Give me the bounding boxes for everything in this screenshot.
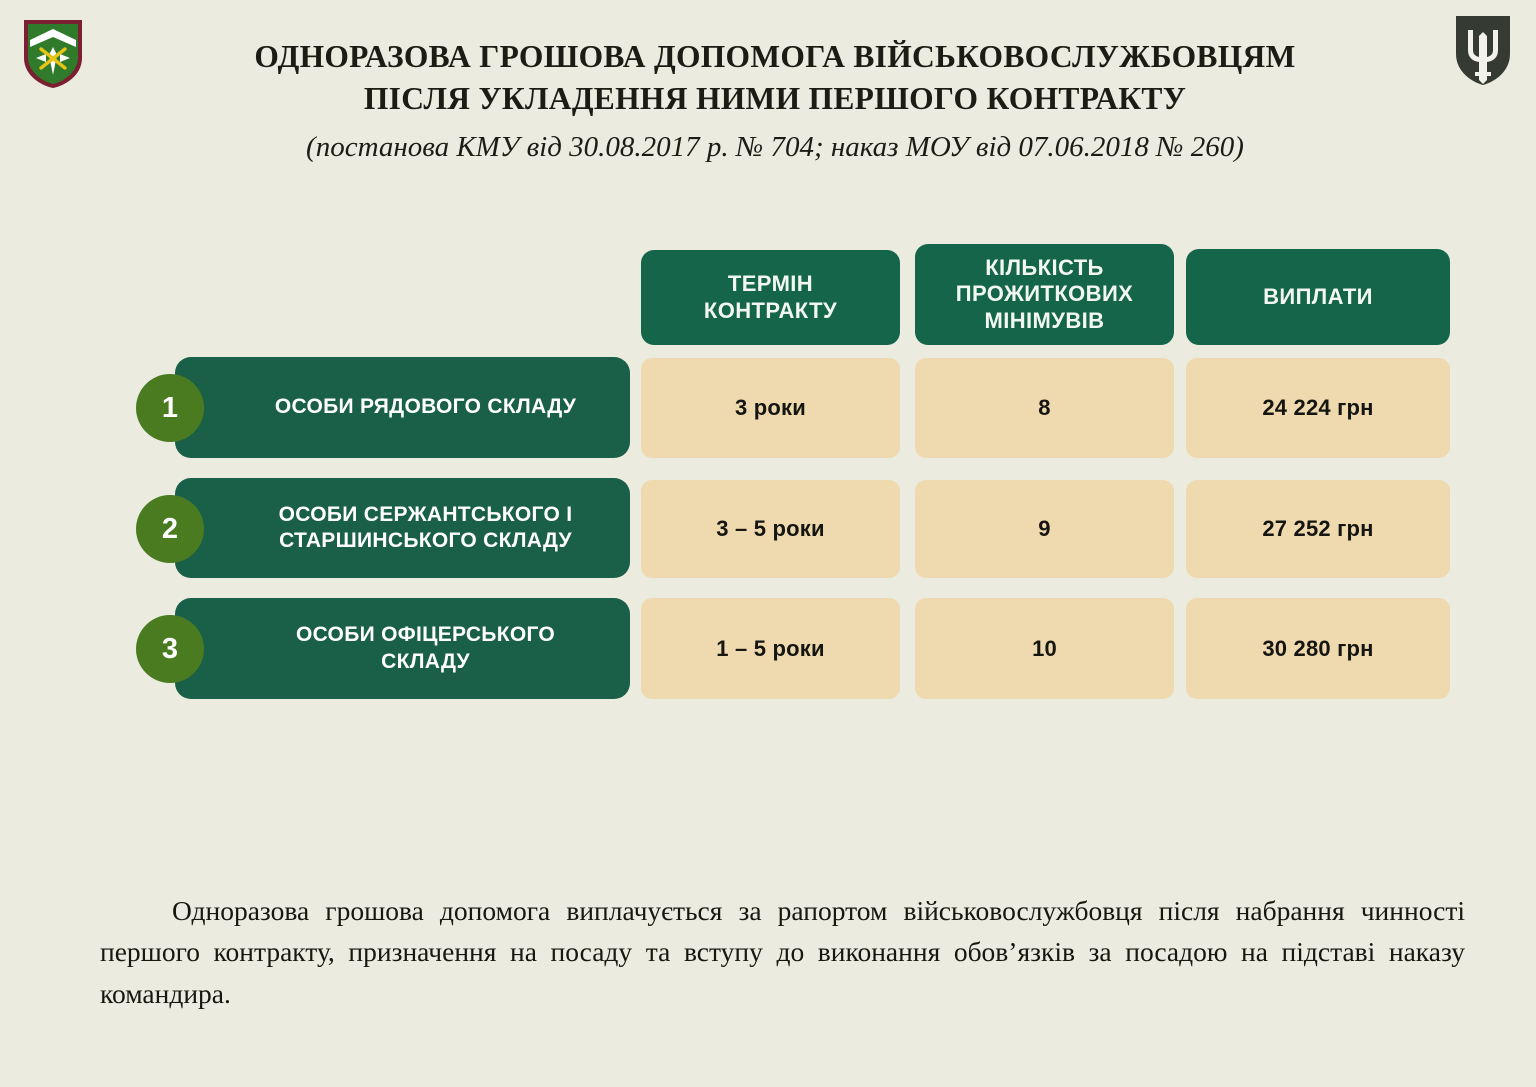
table-header-contract-term-line-1: ТЕРМІН [727,271,814,297]
table-header-contract-term [641,250,900,345]
footer-explanatory-paragraph: Одноразова грошова допомога виплачується за рапортом військовослужбовця після набрання чинності першого контракту, призначення на посаду та вступу до виконання обов’язків за посадою на підставі наказу командира. [100,894,1465,1010]
cell-subsistence-minimums: 9 [915,480,1174,578]
cell-subsistence-minimums: 10 [915,598,1174,699]
table-header-contract-term-line-2: КОНТРАКТУ [703,297,838,323]
category-label-line-1: ОСОБИ СЕРЖАНТСЬКОГО І [278,502,573,526]
row-number-badge: 1 [136,374,204,442]
row-number-badge: 3 [136,615,204,683]
category-label-line-2: СТАРШИНСЬКОГО СКЛАДУ [279,529,572,552]
slide-title-block [180,36,1370,169]
page-title-line-1: ОДНОРАЗОВА ГРОШОВА ДОПОМОГА ВІЙСЬКОВОСЛУЖБОВЦЯМ [254,39,1296,74]
table-header-subsistence-minimums-line-3: МІНІМУВІВ [984,307,1105,333]
cell-subsistence-minimums: 8 [915,358,1174,458]
table-header-subsistence-minimums-line-2: ПРОЖИТКОВИХ [955,281,1134,307]
category-label-line-1: ОСОБИ ОФІЦЕРСЬКОГО [295,623,556,647]
table-row [175,598,630,699]
table-row [175,478,630,578]
category-label-line-2: СКЛАДУ [381,649,470,673]
table-header-subsistence-minimums-line-1: КІЛЬКІСТЬ [985,254,1104,280]
cell-payment-amount: 27 252 грн [1186,480,1450,578]
row-number-badge: 2 [136,495,204,563]
table-row [175,357,630,458]
table-header-subsistence-minimums [915,244,1174,345]
ukraine-mod-trident-emblem [1454,14,1512,86]
page-subtitle-legal-reference: (постанова КМУ від 30.08.2017 р. № 704; наказ МОУ від 07.06.2018 № 260) [306,130,1244,163]
page-title-line-2: ПІСЛЯ УКЛАДЕННЯ НИМИ ПЕРШОГО КОНТРАКТУ [363,80,1187,116]
cell-payment-amount: 30 280 грн [1186,598,1450,699]
cell-contract-term: 3 роки [641,358,900,458]
table-header-payments [1186,249,1450,345]
cell-payment-amount: 24 224 грн [1186,358,1450,458]
cell-contract-term: 1 – 5 роки [641,598,900,699]
category-label-line-1: ОСОБИ РЯДОВОГО СКЛАДУ [274,395,577,419]
table-header-payments-label: ВИПЛАТИ [1263,283,1373,309]
cell-contract-term: 3 – 5 роки [641,480,900,578]
military-unit-shield-emblem [22,18,84,90]
